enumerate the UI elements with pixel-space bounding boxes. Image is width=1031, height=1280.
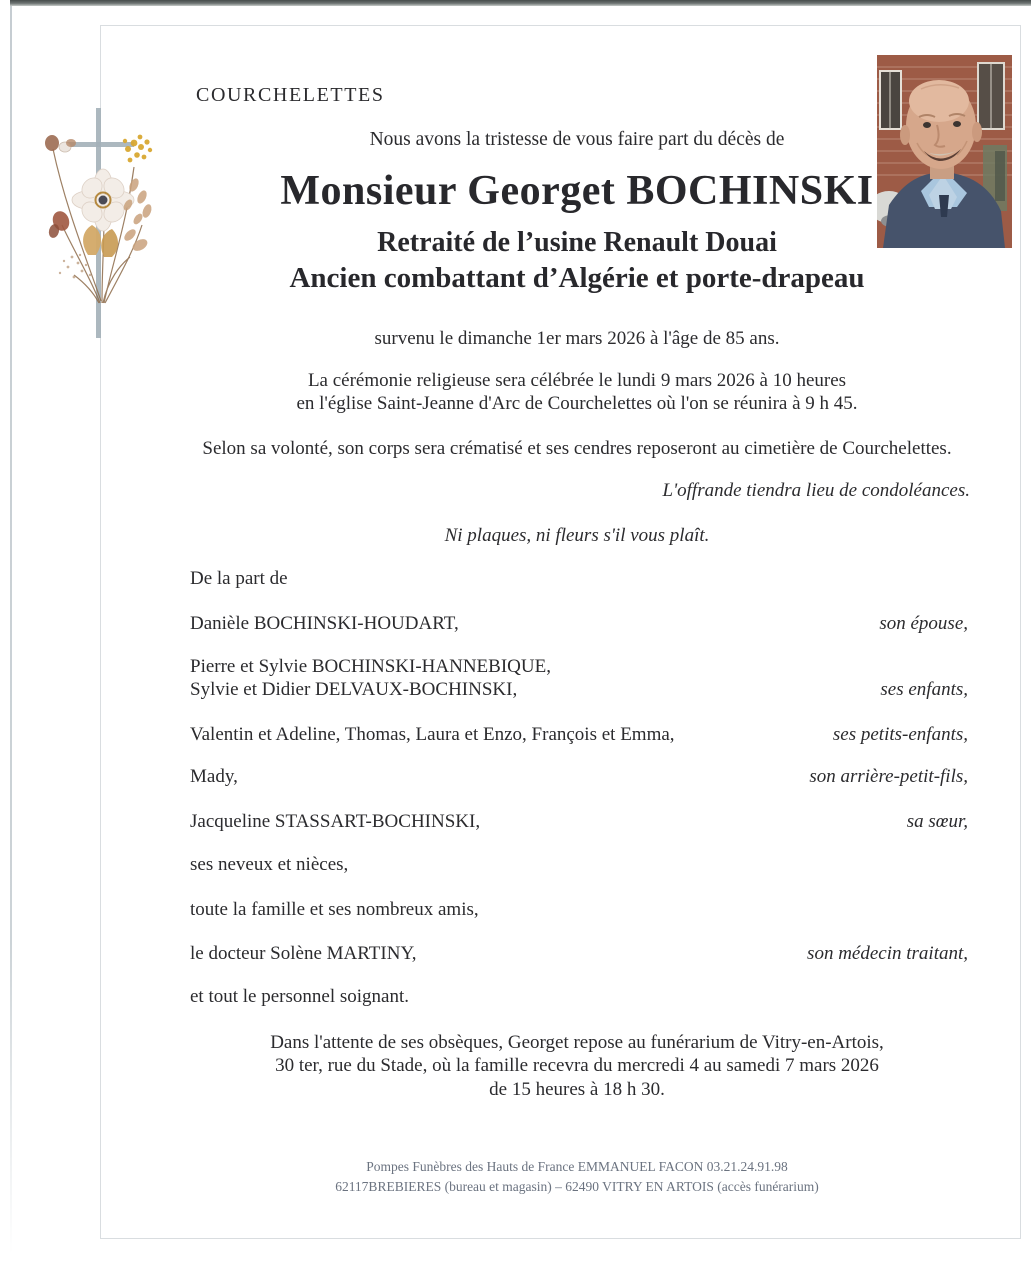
family-row-sister — [190, 810, 968, 833]
memorial-decoration — [30, 85, 200, 355]
closing-line-1: Dans l'attente de ses obsèques, Georget repose au funérarium de Vitry-en-Artois, — [270, 1032, 884, 1053]
portrait-photo — [877, 55, 1012, 248]
intro-line: Nous avons la tristesse de vous faire part du décès de — [369, 129, 785, 150]
ceremony-line-1: La cérémonie religieuse sera célébrée le lundi 9 mars 2026 à 10 heures — [307, 370, 847, 391]
deceased-subtitle-veteran: Ancien combattant d’Algérie et porte-drapeau — [289, 262, 865, 294]
family-names: Danièle BOCHINSKI-HOUDART, — [190, 613, 459, 634]
scan-artifact-top — [10, 0, 1031, 6]
family-names: ses neveux et nièces, — [190, 854, 349, 875]
offering-line: L'offrande tiendra lieu de condoléances. — [662, 480, 970, 501]
funeral-home-line-1: Pompes Funèbres des Hauts de France EMMANUEL FACON 03.21.24.91.98 — [366, 1159, 788, 1174]
closing-line-2: 30 ter, rue du Stade, où la famille recevra du mercredi 4 au samedi 7 mars 2026 — [275, 1055, 879, 1076]
family-relation: ses enfants, — [880, 679, 968, 700]
family-names: Valentin et Adeline, Thomas, Laura et Enzo, François et Emma, — [190, 724, 675, 745]
family-names: Jacqueline STASSART-BOCHINSKI, — [190, 811, 481, 832]
family-relation: sa sœur, — [906, 811, 968, 832]
cremation-line: Selon sa volonté, son corps sera crématisé et ses cendres reposeront au cimetière de Courchelettes. — [202, 438, 952, 459]
family-relation: son arrière-petit-fils, — [809, 766, 968, 787]
family-row-doctor — [190, 942, 968, 965]
deceased-subtitle-retirement: Retraité de l’usine Renault Douai — [377, 227, 777, 258]
family-row-care-staff — [190, 985, 968, 1008]
family-row-family-friends — [190, 898, 968, 921]
family-row-nephews-nieces — [190, 853, 968, 876]
commune-name: COURCHELETTES — [196, 84, 385, 106]
from-label: De la part de — [190, 568, 288, 589]
family-row-grandchildren — [190, 723, 968, 746]
family-row-great-grandchild — [190, 765, 968, 788]
family-row-spouse — [190, 612, 968, 635]
no-flowers-line: Ni plaques, ni fleurs s'il vous plaît. — [444, 525, 710, 546]
closing-line-3: de 15 heures à 18 h 30. — [489, 1079, 665, 1100]
family-names: Mady, — [190, 766, 238, 787]
ceremony-line-2: en l'église Saint-Jeanne d'Arc de Courchelettes où l'on se réunira à 9 h 45. — [296, 393, 858, 414]
family-row-children — [190, 655, 968, 701]
family-names — [190, 655, 551, 701]
family-names: et tout le personnel soignant. — [190, 986, 409, 1007]
deceased-name: Monsieur Georget BOCHINSKI — [280, 168, 874, 214]
family-relation: son médecin traitant, — [807, 943, 968, 964]
family-names: le docteur Solène MARTINY, — [190, 943, 417, 964]
scan-artifact-left — [10, 6, 12, 1254]
death-date-line: survenu le dimanche 1er mars 2026 à l'âge de 85 ans. — [374, 328, 780, 349]
family-relation: ses petits-enfants, — [832, 724, 968, 745]
family-names: toute la famille et ses nombreux amis, — [190, 899, 479, 920]
family-names-line-1: Pierre et Sylvie BOCHINSKI-HANNEBIQUE, — [190, 656, 551, 677]
funeral-home-line-2: 62117BREBIERES (bureau et magasin) – 62490 VITRY EN ARTOIS (accès funérarium) — [335, 1179, 819, 1194]
family-names-line-2: Sylvie et Didier DELVAUX-BOCHINSKI, — [190, 679, 518, 700]
family-relation: son épouse, — [879, 613, 968, 634]
